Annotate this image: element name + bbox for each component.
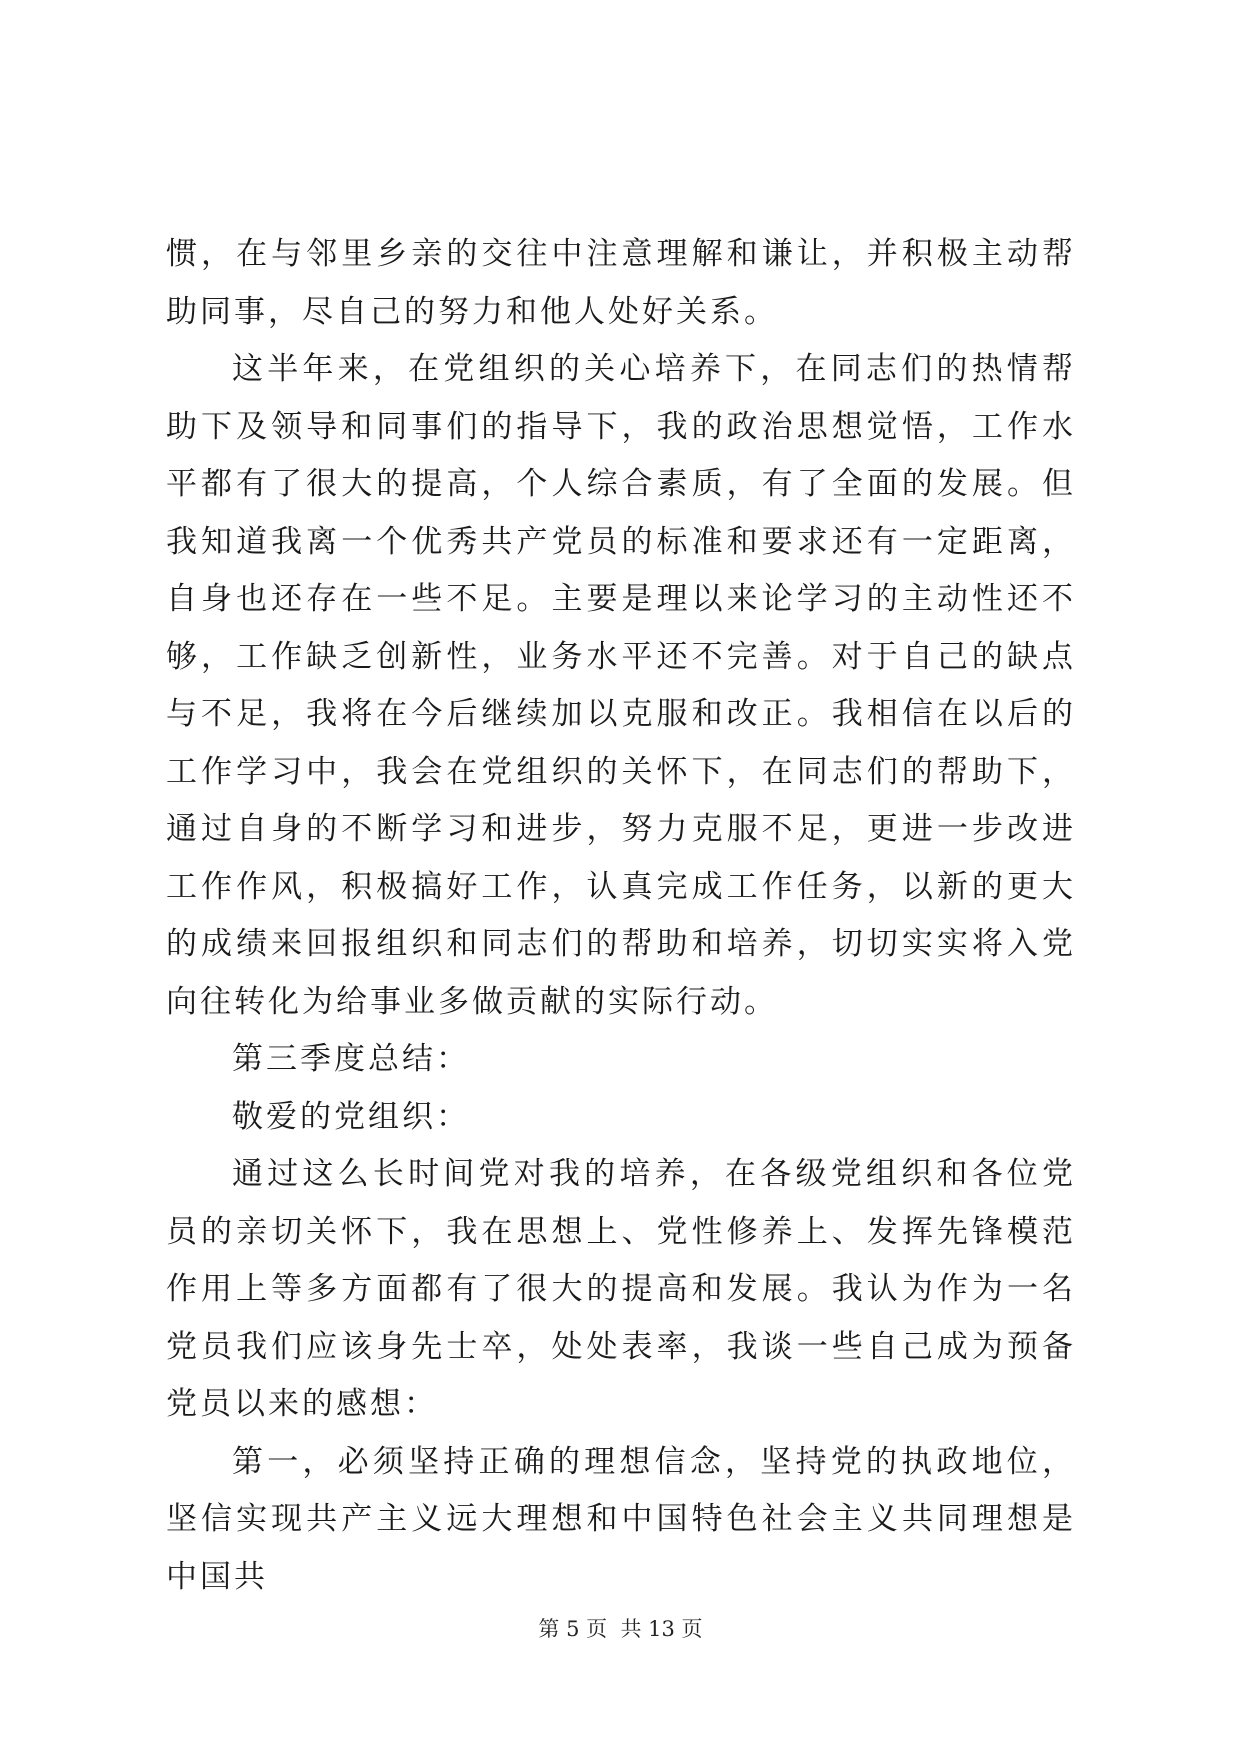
- paragraph-continuation: 惯，在与邻里乡亲的交往中注意理解和谦让，并积极主动帮助同事，尽自己的努力和他人处好关系。: [166, 236, 1076, 330]
- paragraph-half-year-review: 这半年来，在党组织的关心培养下，在同志们的热情帮助下及领导和同事们的指导下，我的政治思想觉悟，工作水平都有了很大的提高，个人综合素质，有了全面的发展。但我知道我离一个优秀共产党员的标准和要求还有一定距离，自身也还存在一些不足。主要是理以来论学习的主动性还不够，工作缺乏创新性，业务水平还不完善。对于自己的缺点与不足，我将在今后继续加以克服和改正。我相信在以后的工作学习中，我会在党组织的关怀下，在同志们的帮助下，通过自身的不断学习和进步，努力克服不足，更进一步改进工作作风，积极搞好工作，认真完成工作任务，以新的更大的成绩来回报组织和同志们的帮助和培养，切切实实将入党向往转化为给事业多做贡献的实际行动。: [166, 351, 1076, 1020]
- section-heading-q3-summary: 第三季度总结：: [232, 1041, 470, 1077]
- salutation: 敬爱的党组织：: [232, 1098, 470, 1135]
- paragraph-point-one: 第一，必须坚持正确的理想信念，坚持党的执政地位，坚信实现共产主义远大理想和中国特色社会主义共同理想是中国共: [166, 1443, 1076, 1595]
- paragraph-reflection: 通过这么长时间党对我的培养，在各级党组织和各位党员的亲切关怀下，我在思想上、党性修养上、发挥先锋模范作用上等多方面都有了很大的提高和发展。我认为作为一名党员我们应该身先士卒，处处表率，我谈一些自己成为预备党员以来的感想：: [166, 1156, 1076, 1422]
- page-number-label: 第 5 页 共 13 页: [538, 1617, 703, 1641]
- document-body: [166, 226, 1076, 1606]
- page-footer: [0, 1614, 1241, 1644]
